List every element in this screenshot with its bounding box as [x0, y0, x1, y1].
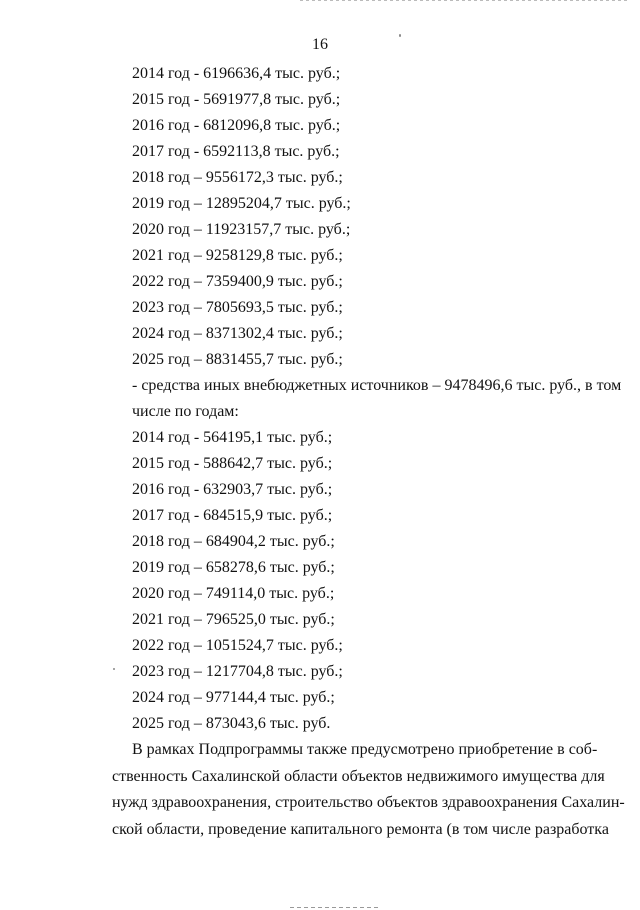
top-scan-edge	[300, 0, 630, 1]
budget-year-line: 2017 год - 6592113,8 тыс. руб.;	[132, 143, 340, 160]
budget-year-line: 2022 год – 7359400,9 тыс. руб.;	[132, 273, 343, 290]
bottom-scan-edge	[290, 907, 380, 908]
extrabudget-year-line: 2020 год – 749114,0 тыс. руб.;	[132, 585, 335, 602]
paragraph-line: В рамках Подпрограммы также предусмотрено приобретение в соб-	[132, 741, 598, 758]
subprogram-paragraph	[112, 737, 625, 843]
budget-year-line: 2025 год – 8831455,7 тыс. руб.;	[132, 351, 343, 368]
extrabudget-year-line: 2022 год – 1051524,7 тыс. руб.;	[132, 637, 343, 654]
financing-list	[0, 61, 640, 737]
extrabudget-year-line: 2021 год – 796525,0 тыс. руб.;	[132, 611, 335, 628]
budget-year-line: 2015 год - 5691977,8 тыс. руб.;	[132, 91, 341, 108]
extrabudget-intro-line: - средства иных внебюджетных источников – 9478496,6 тыс. руб., в том	[132, 377, 622, 394]
budget-year-line: 2019 год – 12895204,7 тыс. руб.;	[132, 195, 351, 212]
extrabudget-intro-line: числе по годам:	[132, 403, 239, 420]
extrabudget-year-line: 2018 год – 684904,2 тыс. руб.;	[132, 533, 335, 550]
budget-year-line: 2016 год - 6812096,8 тыс. руб.;	[132, 117, 341, 134]
paragraph-line: ской области, проведение капитального ремонта (в том числе разработка	[112, 820, 609, 838]
budget-year-line: 2018 год – 9556172,3 тыс. руб.;	[132, 169, 343, 186]
extrabudget-year-line: 2023 год – 1217704,8 тыс. руб.;	[132, 663, 343, 680]
budget-year-line: 2021 год – 9258129,8 тыс. руб.;	[132, 247, 343, 264]
budget-year-line: 2023 год – 7805693,5 тыс. руб.;	[132, 299, 343, 316]
budget-year-line: 2014 год - 6196636,4 тыс. руб.;	[132, 65, 341, 82]
extrabudget-year-line: 2025 год – 873043,6 тыс. руб.	[132, 715, 331, 732]
budget-year-line: 2020 год – 11923157,7 тыс. руб.;	[132, 221, 351, 238]
paragraph-line: ственность Сахалинской области объектов недвижимого имущества для	[112, 767, 605, 785]
page-number: 16	[312, 36, 328, 53]
budget-year-line: 2024 год – 8371302,4 тыс. руб.;	[132, 325, 343, 342]
extrabudget-year-line: 2024 год – 977144,4 тыс. руб.;	[132, 689, 335, 706]
extrabudget-year-line: 2016 год - 632903,7 тыс. руб.;	[132, 481, 333, 498]
extrabudget-year-line: 2014 год - 564195,1 тыс. руб.;	[132, 429, 333, 446]
extrabudget-year-line: 2015 год - 588642,7 тыс. руб.;	[132, 455, 333, 472]
paragraph-line: нужд здравоохранения, строительство объектов здравоохранения Сахалин-	[112, 794, 625, 811]
extrabudget-year-line: 2017 год - 684515,9 тыс. руб.;	[132, 507, 333, 524]
extrabudget-year-line: 2019 год – 658278,6 тыс. руб.;	[132, 559, 335, 576]
